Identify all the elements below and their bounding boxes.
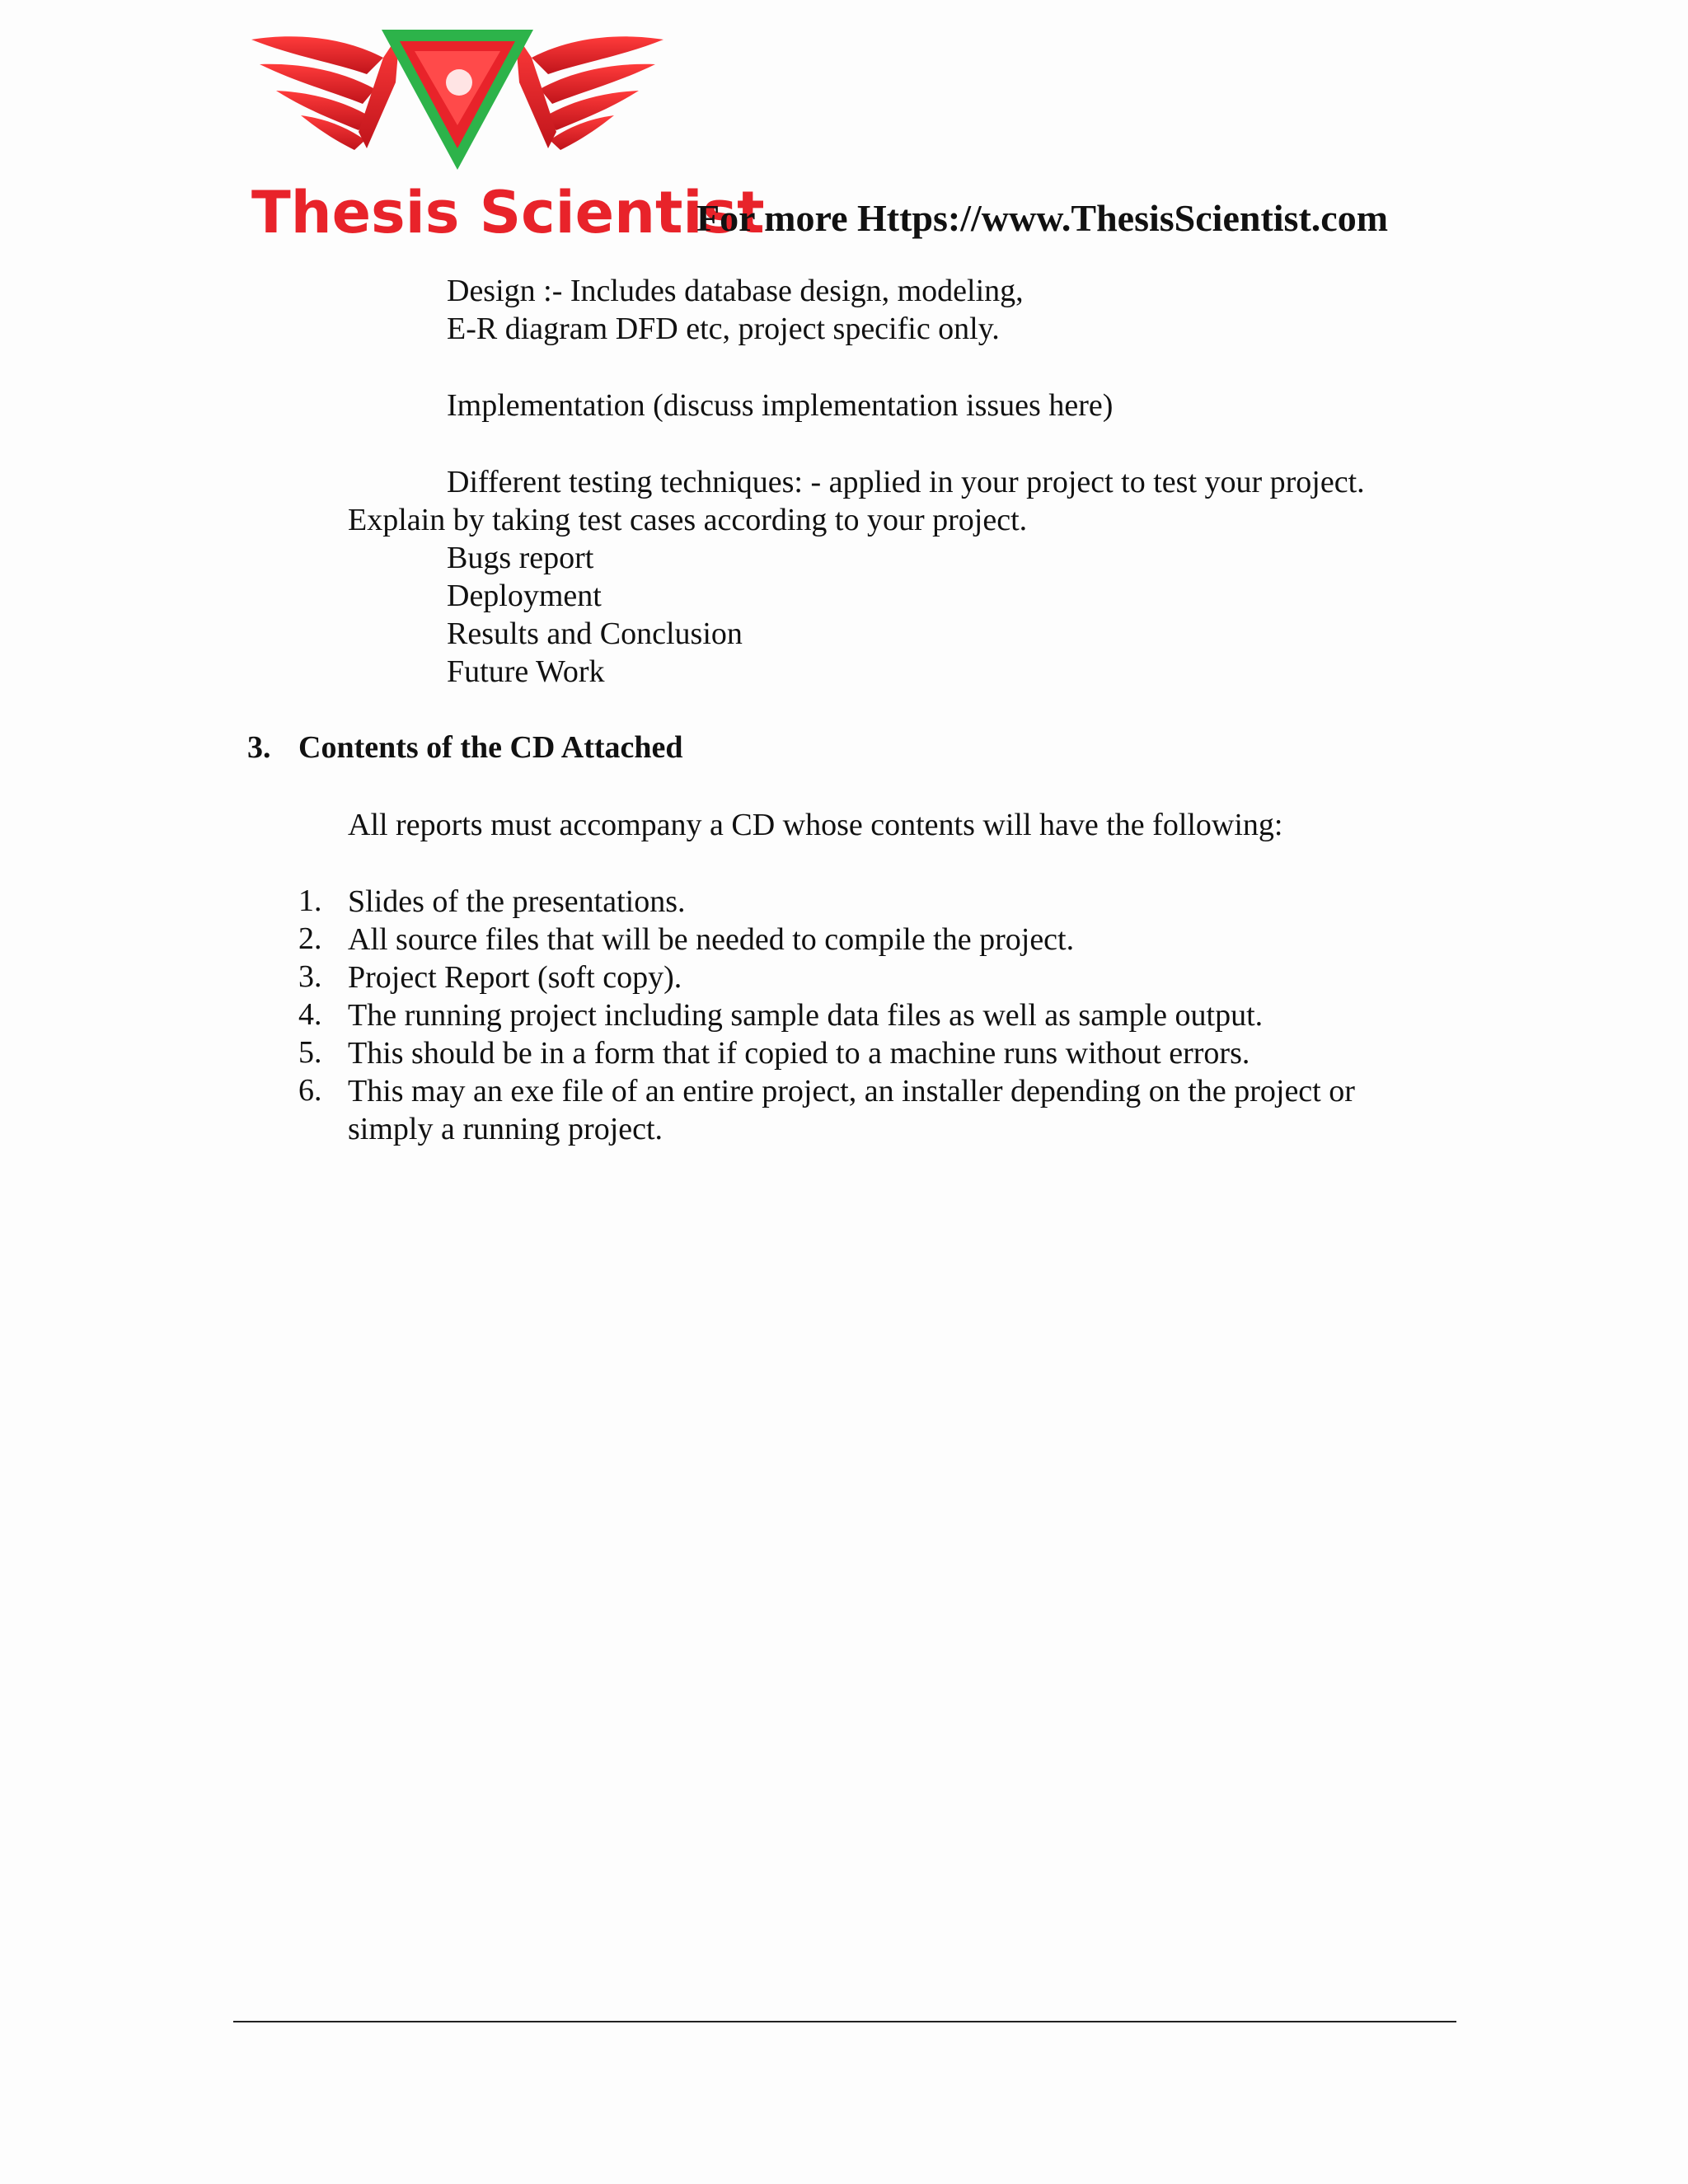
- list-item-2-number: 2.: [298, 921, 322, 956]
- list-item-1-number: 1.: [298, 883, 322, 918]
- list-item-5-text: This should be in a form that if copied to a machine runs without errors.: [348, 1036, 1250, 1071]
- svg-text:Thesis Scientist: Thesis Scientist: [251, 179, 765, 246]
- list-item-1-text: Slides of the presentations.: [348, 884, 686, 919]
- testing-line-2: Explain by taking test cases according to your project.: [348, 503, 1028, 537]
- section-3-title: Contents of the CD Attached: [298, 730, 683, 765]
- design-line-1: Design :- Includes database design, modeling,: [447, 274, 1024, 308]
- design-line-2: E-R diagram DFD etc, project specific only.: [447, 312, 1000, 346]
- header-website-link[interactable]: For more Https://www.ThesisScientist.com: [696, 197, 1389, 239]
- list-item-6-number: 6.: [298, 1073, 322, 1108]
- list-item-6-continuation: simply a running project.: [348, 1112, 663, 1146]
- section-3-number: 3.: [247, 730, 271, 765]
- list-item-3-text: Project Report (soft copy).: [348, 960, 682, 995]
- list-item-6-text: This may an exe file of an entire project, an installer depending on the project or: [348, 1074, 1355, 1108]
- implementation-line: Implementation (discuss implementation issues here): [447, 388, 1114, 423]
- testing-line-1: Different testing techniques: - applied in your project to test your project.: [447, 465, 1365, 499]
- bugs-report-line: Bugs report: [447, 541, 594, 575]
- thesis-scientist-logo: [243, 25, 765, 247]
- future-work-line: Future Work: [447, 654, 605, 689]
- section-3-intro: All reports must accompany a CD whose contents will have the following:: [348, 808, 1283, 842]
- deployment-line: Deployment: [447, 579, 602, 613]
- footer-divider: [233, 2021, 1456, 2022]
- list-item-3-number: 3.: [298, 959, 322, 994]
- list-item-4-number: 4.: [298, 997, 322, 1032]
- list-item-2-text: All source files that will be needed to compile the project.: [348, 922, 1075, 957]
- list-item-4-text: The running project including sample data files as well as sample output.: [348, 998, 1264, 1033]
- list-item-5-number: 5.: [298, 1035, 322, 1070]
- results-conclusion-line: Results and Conclusion: [447, 616, 743, 651]
